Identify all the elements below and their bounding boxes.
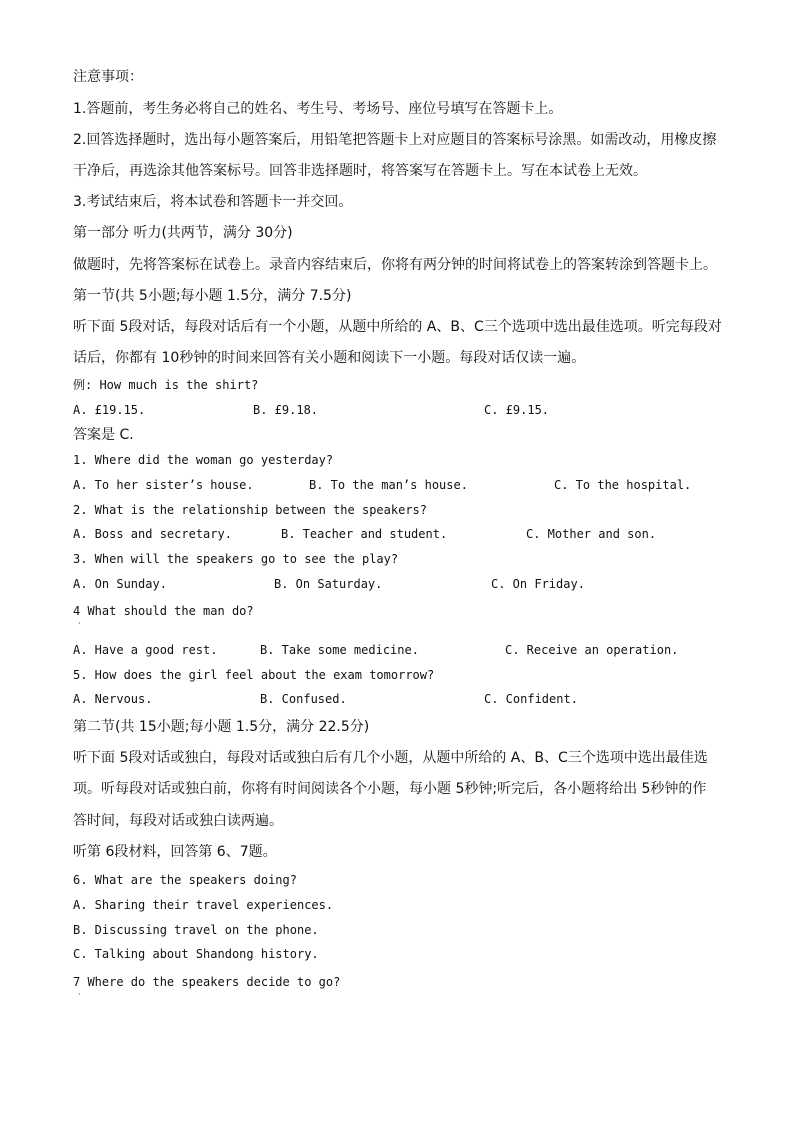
question-7-dot: · (78, 990, 81, 999)
example-option-b: B. £9.18. (253, 403, 319, 417)
question-6-option-c: C. Talking about Shandong history. (73, 947, 319, 961)
section-2-instruction-line-2: 项。听每段对话或独白前，你将有时间阅读各个小题，每小题 5秒钟;听完后，各小题将给出 5秒钟的作 (73, 781, 707, 797)
question-6: 6. What are the speakers doing? (73, 873, 297, 887)
question-5: 5. How does the girl feel about the exam tomorrow? (73, 668, 435, 682)
part-1-instruction: 做题时，先将答案标在试卷上。录音内容结束后，你将有两分钟的时间将试卷上的答案转涂到答题卡上。 (73, 257, 717, 273)
question-5-option-a: A. Nervous. (73, 692, 153, 706)
question-1-option-b: B. To the man’s house. (309, 478, 468, 492)
material-6-heading: 听第 6段材料，回答第 6、7题。 (73, 844, 277, 860)
example-option-c: C. £9.15. (484, 403, 550, 417)
question-6-option-a: A. Sharing their travel experiences. (73, 898, 334, 912)
question-4: 4 What should the man do? (73, 604, 254, 618)
question-4-option-b: B. Take some medicine. (260, 643, 419, 657)
notice-item-2-line-2: 干净后，再选涂其他答案标号。回答非选择题时，将答案写在答题卡上。写在本试卷上无效。 (73, 163, 647, 179)
question-2-option-a: A. Boss and secretary. (73, 527, 232, 541)
question-1: 1. Where did the woman go yesterday? (73, 453, 334, 467)
question-3: 3. When will the speakers go to see the play? (73, 552, 399, 566)
question-1-option-a: A. To her sister’s house. (73, 478, 254, 492)
part-1-title: 第一部分 听力(共两节，满分 30分) (73, 225, 293, 241)
section-1-instruction-line-2: 话后，你都有 10秒钟的时间来回答有关小题和阅读下一小题。每段对话仅读一遍。 (73, 350, 586, 366)
section-2-title: 第二节(共 15小题;每小题 1.5分，满分 22.5分) (73, 719, 370, 735)
example-answer: 答案是 C. (73, 427, 134, 443)
notice-item-1: 1.答题前，考生务必将自己的姓名、考生号、考场号、座位号填写在答题卡上。 (73, 101, 563, 117)
question-2-option-c: C. Mother and son. (526, 527, 657, 541)
question-3-option-c: C. On Friday. (491, 577, 585, 591)
question-4-option-a: A. Have a good rest. (73, 643, 218, 657)
notice-title: 注意事项： (73, 69, 143, 85)
question-4-dot: · (78, 619, 81, 628)
section-1-title: 第一节(共 5小题;每小题 1.5分，满分 7.5分) (73, 288, 352, 304)
question-5-option-c: C. Confident. (484, 692, 578, 706)
question-7: 7 Where do the speakers decide to go? (73, 975, 341, 989)
example-option-a: A. £19.15. (73, 403, 146, 417)
section-1-instruction-line-1: 听下面 5段对话，每段对话后有一个小题，从题中所给的 A、B、C三个选项中选出最佳选项。听完每段对 (73, 319, 722, 335)
notice-item-3: 3.考试结束后，将本试卷和答题卡一并交回。 (73, 194, 353, 210)
question-3-option-b: B. On Saturday. (274, 577, 383, 591)
section-2-instruction-line-1: 听下面 5段对话或独白，每段对话或独白后有几个小题，从题中所给的 A、B、C三个选项中选出最佳选 (73, 750, 708, 766)
question-2-option-b: B. Teacher and student. (281, 527, 448, 541)
section-2-instruction-line-3: 答时间，每段对话或独白读两遍。 (73, 813, 283, 829)
question-4-option-c: C. Receive an operation. (505, 643, 679, 657)
notice-item-2-line-1: 2.回答选择题时，选出每小题答案后，用铅笔把答题卡上对应题目的答案标号涂黑。如需改动，用橡皮擦 (73, 132, 717, 148)
question-6-option-b: B. Discussing travel on the phone. (73, 923, 319, 937)
question-5-option-b: B. Confused. (260, 692, 347, 706)
question-2: 2. What is the relationship between the speakers? (73, 503, 428, 517)
question-1-option-c: C. To the hospital. (554, 478, 692, 492)
example-question: 例: How much is the shirt? (73, 378, 259, 392)
question-3-option-a: A. On Sunday. (73, 577, 167, 591)
